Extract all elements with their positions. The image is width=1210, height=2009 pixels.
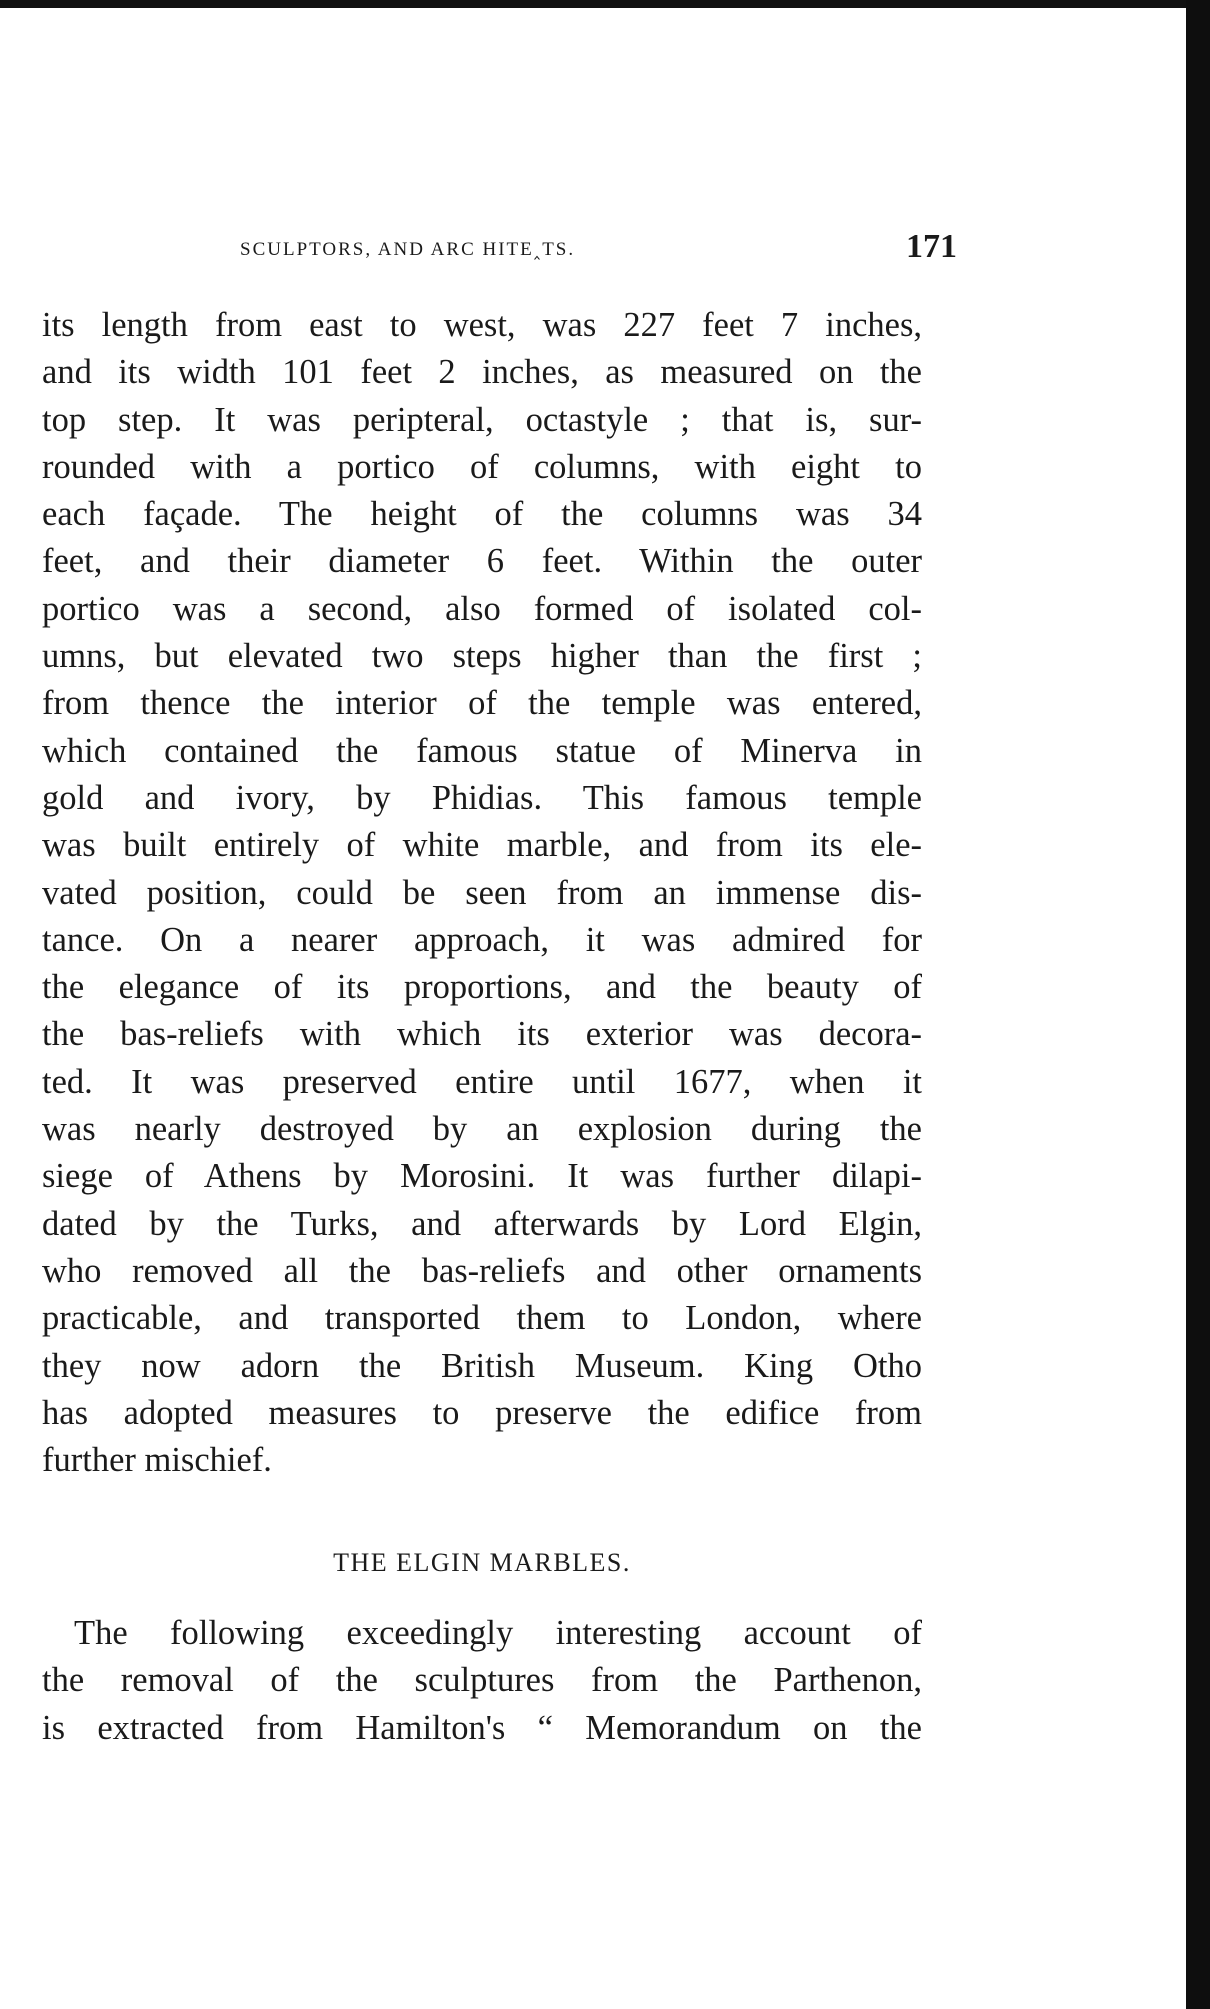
text-line: and its width 101 feet 2 inches, as measured on the (42, 353, 922, 392)
text-line: dated by the Turks, and afterwards by Lord Elgin, (42, 1204, 922, 1243)
text-line: vated position, could be seen from an immense dis- (42, 873, 922, 912)
running-head (40, 228, 957, 274)
text-line: from thence the interior of the temple was entered, (42, 684, 922, 723)
text-line: has adopted measures to preserve the edifice from (42, 1393, 922, 1432)
text-line: the removal of the sculptures from the Parthenon, (42, 1661, 922, 1700)
text-line: further mischief. (42, 1441, 272, 1480)
text-line: feet, and their diameter 6 feet. Within the outer (42, 542, 922, 581)
text-line: its length from east to west, was 227 feet 7 inches, (42, 306, 922, 344)
paragraph-parthenon (42, 302, 922, 1484)
text-line: siege of Athens by Morosini. It was further dilapi- (42, 1157, 922, 1196)
section-heading: THE ELGIN MARBLES. (333, 1548, 631, 1577)
text-line: they now adorn the British Museum. King Otho (42, 1346, 922, 1385)
text-line: each façade. The height of the columns was 34 (42, 495, 922, 534)
text-line: tance. On a nearer approach, it was admired for (42, 920, 922, 959)
text-line: is extracted from Hamilton's “ Memorandum on the (42, 1708, 922, 1747)
text-line: was nearly destroyed by an explosion during the (42, 1110, 922, 1149)
text-line: the bas-reliefs with which its exterior was decora- (42, 1015, 922, 1054)
scan-right-edge (1186, 0, 1210, 2009)
text-line: umns, but elevated two steps higher than the first ; (42, 637, 922, 676)
text-line: portico was a second, also formed of isolated col- (42, 589, 922, 628)
text-line: which contained the famous statue of Minerva in (42, 731, 922, 770)
running-title: SCULPTORS, AND ARC HITE‸TS. (240, 239, 576, 260)
text-line: top step. It was peripteral, octastyle ; that is, sur- (42, 400, 922, 439)
text-line: was built entirely of white marble, and from its ele- (42, 826, 922, 865)
text-line: who removed all the bas-reliefs and other ornaments (42, 1251, 922, 1290)
text-line: gold and ivory, by Phidias. This famous temple (42, 778, 922, 817)
text-line: The following exceedingly interesting account of (74, 1614, 922, 1652)
page-number: 171 (906, 228, 957, 265)
paragraph-elgin-marbles (42, 1610, 922, 1752)
text-line: practicable, and transported them to London, where (42, 1299, 922, 1338)
text-line: rounded with a portico of columns, with eight to (42, 447, 922, 486)
text-line: ted. It was preserved entire until 1677, when it (42, 1062, 922, 1101)
text-line: the elegance of its proportions, and the beauty of (42, 968, 922, 1007)
